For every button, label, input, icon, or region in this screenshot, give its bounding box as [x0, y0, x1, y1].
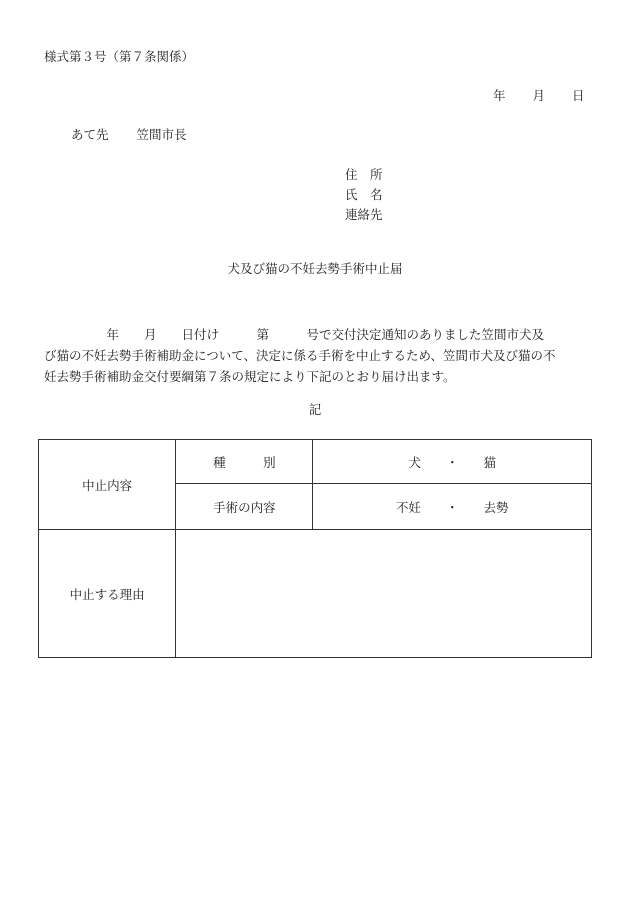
applicant-contact-label: 連絡先	[345, 207, 383, 222]
cancel-content-label: 中止内容	[39, 440, 176, 530]
type-label: 種 別	[176, 440, 313, 484]
table-row	[39, 440, 592, 484]
addressee	[71, 129, 187, 142]
date-year: 年	[493, 88, 506, 103]
reason-field[interactable]	[176, 530, 592, 658]
type-options[interactable]: 犬 ・ 猫	[313, 440, 592, 484]
body-line-2: び猫の不妊去勢手術補助金について、決定に係る手術を中止するため、笠間市犬及び猫の不	[44, 348, 556, 363]
document-title: 犬及び猫の不妊去勢手術中止届	[227, 261, 403, 276]
applicant-block	[345, 168, 383, 228]
surgery-options[interactable]: 不妊 ・ 去勢	[313, 484, 592, 530]
addressee-prefix: あて先	[71, 127, 109, 142]
date-day: 日	[572, 88, 585, 103]
table-row	[39, 530, 592, 658]
applicant-address-label: 住 所	[345, 167, 383, 182]
date-line	[493, 90, 585, 103]
form-number: 様式第３号（第７条関係）	[44, 49, 195, 64]
body-line-3: 妊去勢手術補助金交付要綱第７条の規定により下記のとおり届け出ます。	[44, 369, 456, 384]
body-paragraph	[44, 324, 592, 387]
surgery-label: 手術の内容	[176, 484, 313, 530]
date-month: 月	[532, 88, 546, 103]
body-line-1: 年 月 日付け 第 号で交付決定通知のありました笠間市犬及	[44, 327, 545, 342]
applicant-name-label: 氏 名	[345, 187, 383, 202]
reason-label: 中止する理由	[39, 530, 176, 658]
cancellation-table	[38, 439, 592, 658]
addressee-name: 笠間市長	[136, 127, 187, 142]
record-mark: 記	[308, 402, 322, 417]
